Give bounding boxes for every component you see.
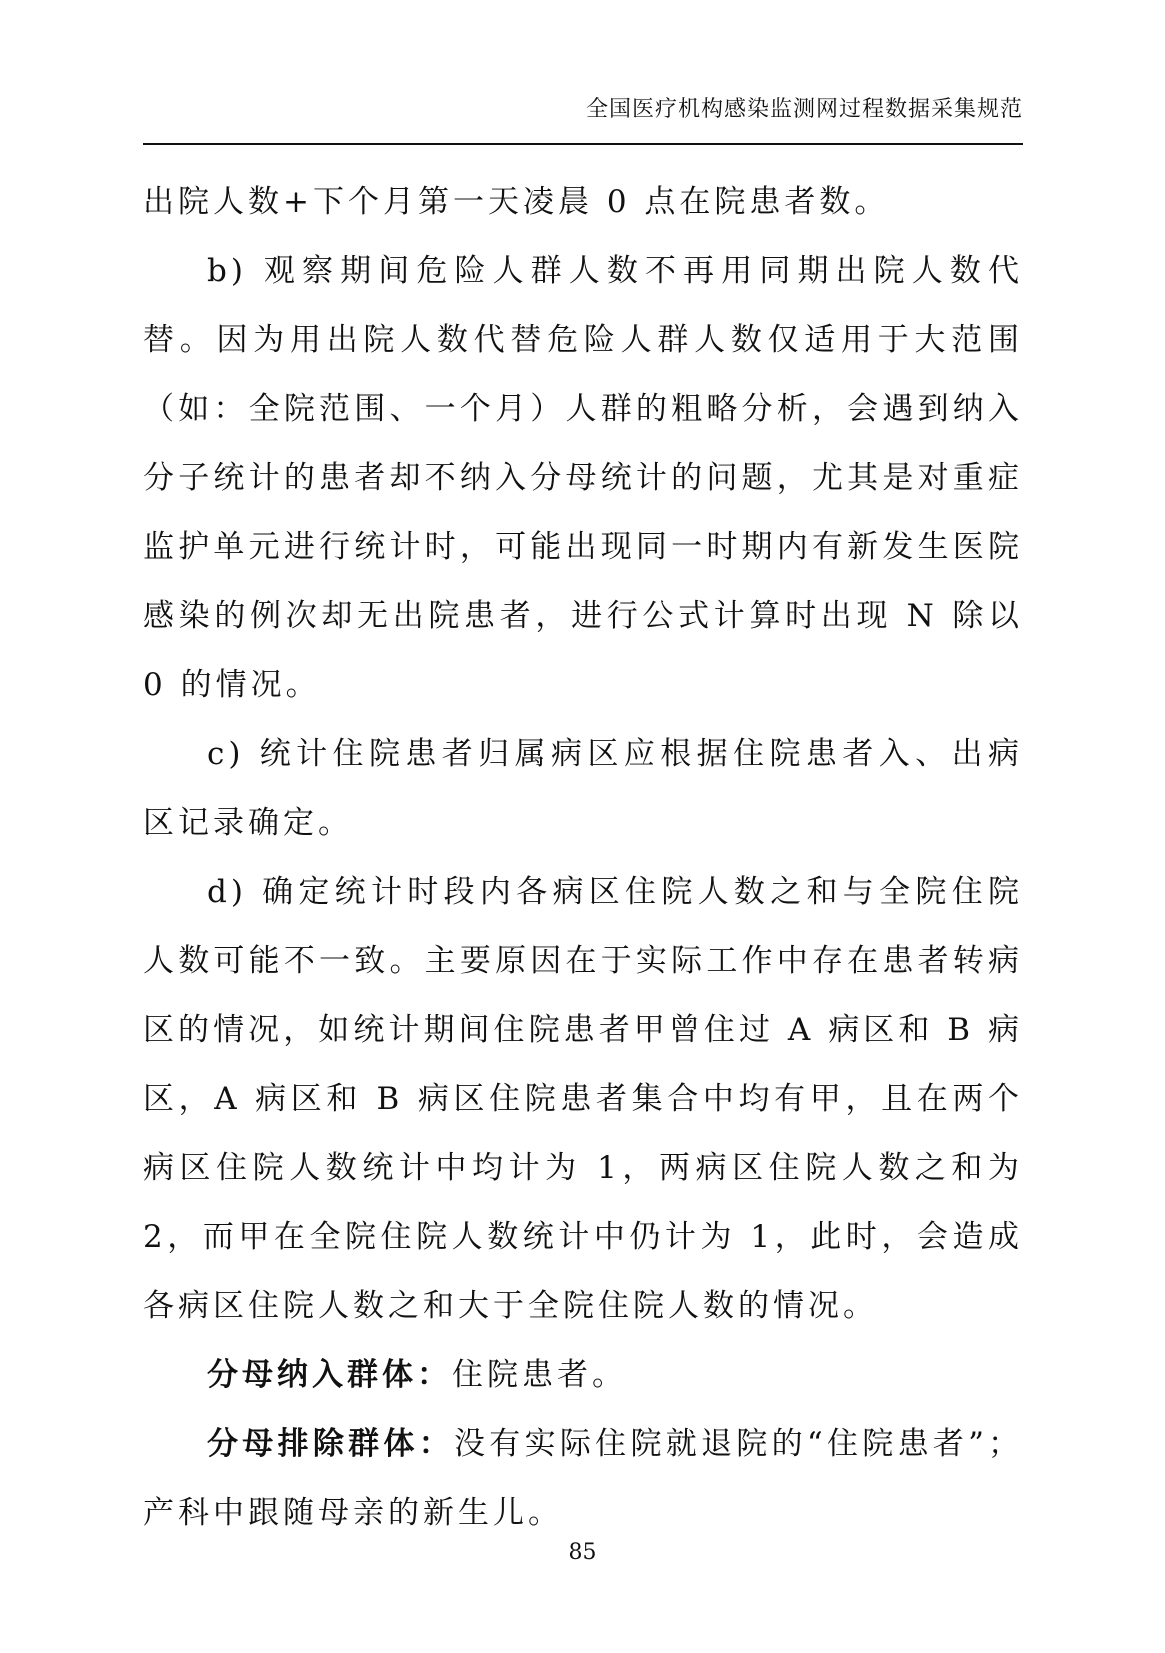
running-header: 全国医疗机构感染监测网过程数据采集规范 (585, 97, 1023, 122)
paragraph-denominator-exclusion (143, 1410, 1023, 1548)
paragraph-item-b: b) 观察期间危险人群人数不再用同期出院人数代替。因为用出院人数代替危险人群人数仅适用于大范围（如：全院范围、一个月）人群的粗略分析，会遇到纳入分子统计的患者却不纳入分母统计的问题，尤其是对重症监护单元进行统计时，可能出现同一时期内有新发生医院感染的例次却无出院患者，进行公式计算时出现 N 除以 0 的情况。 (143, 253, 1023, 703)
text-denominator-inclusion: 住院患者。 (452, 1357, 627, 1393)
term-denominator-inclusion: 分母纳入群体： (207, 1357, 452, 1393)
paragraph-item-c: c) 统计住院患者归属病区应根据住院患者入、出病区记录确定。 (143, 736, 1023, 841)
paragraph-item-d: d) 确定统计时段内各病区住院人数之和与全院住院人数可能不一致。主要原因在于实际工作中存在患者转病区的情况，如统计期间住院患者甲曾住过 A 病区和 B 病区，A 病区和 B 病区住院患者集合中均有甲，且在两个病区住院人数统计中均计为 1，两病区住院人数之和为 2，而甲在全院住院人数统计中仍计为 1，此时，会造成各病区住院人数之和大于全院住院人数的情况。 (143, 874, 1023, 1324)
header-divider (143, 143, 1023, 145)
paragraph-denominator-inclusion (143, 1341, 1023, 1410)
body-text (143, 168, 1023, 1548)
text-denominator-exclusion: 没有实际住院就退院的“住院患者”；产科中跟随母亲的新生儿。 (143, 1426, 1024, 1531)
term-denominator-exclusion: 分母排除群体： (207, 1426, 455, 1462)
paragraph-continuation: 出院人数+下个月第一天凌晨 0 点在院患者数。 (143, 184, 890, 220)
page-number: 85 (568, 1540, 597, 1565)
